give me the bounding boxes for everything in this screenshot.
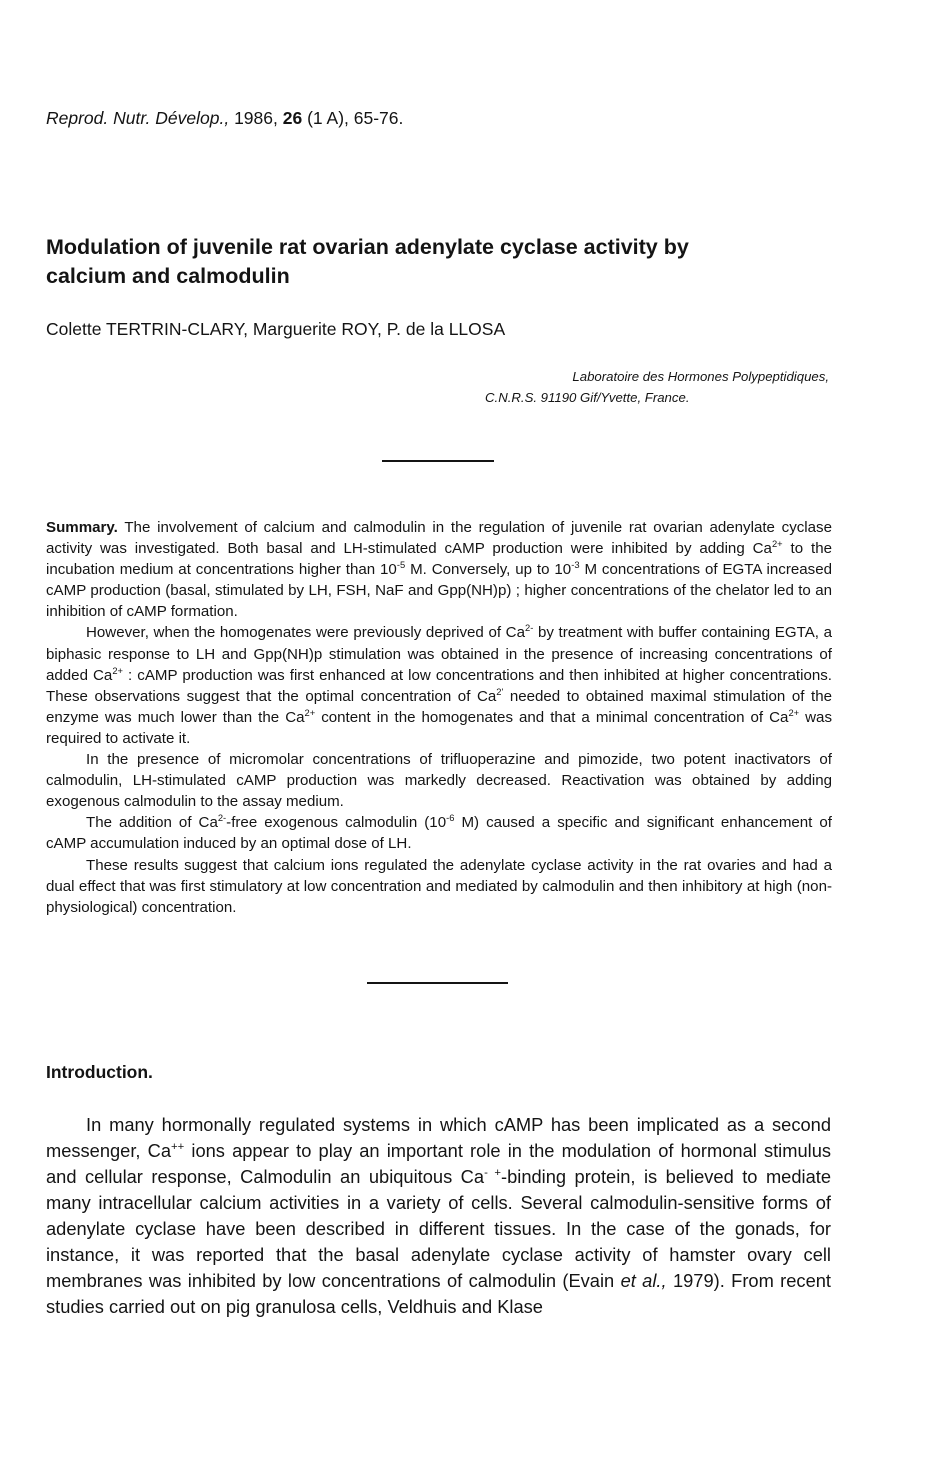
superscript: 2+ (771, 539, 783, 550)
superscript: -3 (571, 560, 580, 571)
summary-text: M. Conversely, up to 10 (405, 561, 572, 579)
summary-text: content in the homogenates and that a minimal concentration of Ca (315, 708, 789, 726)
citation-year: 1986, (234, 108, 278, 128)
superscript: -6 (446, 813, 455, 824)
summary-text: by treatment with buffer containing EGTA, a biphasic response to LH and Gpp(NH)p stimulation was obtained in the presence of increasing concentrations of added Ca (46, 624, 832, 684)
journal-name: Reprod. Nutr. Dévelop., (46, 108, 230, 128)
summary-label: Summary. (46, 519, 118, 536)
superscript: 2+ (112, 665, 123, 676)
superscript: - + (484, 1166, 501, 1179)
affiliation (485, 366, 829, 408)
section-heading-introduction: Introduction. (46, 1062, 153, 1082)
summary-paragraph-5: These results suggest that calcium ions regulated the adenylate cyclase activity in the rat ovaries and had a dual effect that was first stimulatory at low concentration and mediated by calmodulin and then inhibitory at high (non-physiological) concentration. (46, 856, 832, 916)
summary-text: : cAMP production was first enhanced at low concentrations and then inhibited at higher concentrations. These observations suggest that the optimal concentration of Ca (46, 666, 832, 705)
summary-text: M) caused a specific and significant enhancement of cAMP accumulation induced by an optimal dose of LH. (46, 814, 832, 853)
superscript: 2' (496, 686, 504, 697)
journal-citation (46, 108, 403, 129)
summary-paragraph-3: In the presence of micromolar concentrations of trifluoperazine and pimozide, two potent inactivators of calmodulin, LH-stimulated cAMP production was markedly decreased. Reactivation was obtained by adding exogenous calmodulin to the assay medium. (46, 751, 832, 811)
summary-text: to the incubation medium at concentrations higher than 10 (46, 540, 832, 579)
summary-paragraph-2 (46, 622, 832, 749)
summary-text: However, when the homogenates were previously deprived of Ca (86, 624, 525, 642)
body-text: In many hormonally regulated systems in which cAMP has been implicated as a second messenger, Ca (46, 1114, 831, 1161)
citation-et-al: et al., (620, 1270, 667, 1291)
citation-volume: 26 (282, 108, 303, 128)
summary-text: The involvement of calcium and calmodulin in the regulation of juvenile rat ovarian adenylate cyclase activity was investigated. Both basal and LH-stimulated cAMP production were inhibited by adding Ca (46, 519, 832, 558)
superscript: 2- (524, 623, 534, 634)
body-text: -binding protein, is believed to mediate many intracellular calcium activities in a variety of cells. Several calmodulin-sensitive forms of adenylate cyclase have been described in different tissues. In the case of the gonads, for instance, it was reported that the basal adenylate cyclase activity of hamster ovary cell membranes was inhibited by low concentrations of calmodulin (Evain (46, 1166, 831, 1291)
body-text: ions appear to play an important role in the modulation of hormonal stimulus and cellular response, Calmodulin an ubiquitous Ca (46, 1140, 831, 1187)
summary-paragraph-4 (46, 812, 832, 854)
summary-section (46, 517, 832, 918)
superscript: 2+ (788, 707, 800, 718)
article-title (46, 233, 736, 291)
summary-text: M concentrations of EGTA increased cAMP production (basal, stimulated by LH, FSH, NaF and Gpp(NH)p) ; higher concentrations of the chelator led to an inhibition of cAMP formation. (46, 561, 832, 621)
superscript: ++ (171, 1140, 185, 1153)
superscript: 2+ (304, 707, 316, 718)
summary-paragraph-1 (46, 517, 832, 622)
body-text: 1979). From recent studies carried out on pig granulosa cells, Veldhuis and Klase (46, 1270, 831, 1317)
affiliation-line-2: C.N.R.S. 91190 Gif/Yvette, France. (485, 390, 690, 405)
summary-text: The addition of Ca (86, 814, 218, 832)
summary-text: needed to obtained maximal stimulation of the enzyme was much lower than the Ca (46, 687, 832, 726)
superscript: 2- (217, 813, 227, 824)
separator-rule (367, 982, 508, 984)
affiliation-line-1: Laboratoire des Hormones Polypeptidiques, (572, 369, 829, 384)
author-list: Colette TERTRIN-CLARY, Marguerite ROY, P. de la LLOSA (46, 319, 506, 339)
citation-issue-pages: (1 A), 65-76. (307, 108, 404, 128)
summary-text: was required to activate it. (46, 708, 832, 747)
summary-text: -free exogenous calmodulin (10 (226, 814, 447, 832)
article-title-text: Modulation of juvenile rat ovarian adenylate cyclase activity by calcium and calmodulin (46, 235, 689, 288)
introduction-paragraph (46, 1112, 831, 1320)
separator-rule (382, 460, 494, 462)
superscript: -5 (396, 560, 406, 571)
